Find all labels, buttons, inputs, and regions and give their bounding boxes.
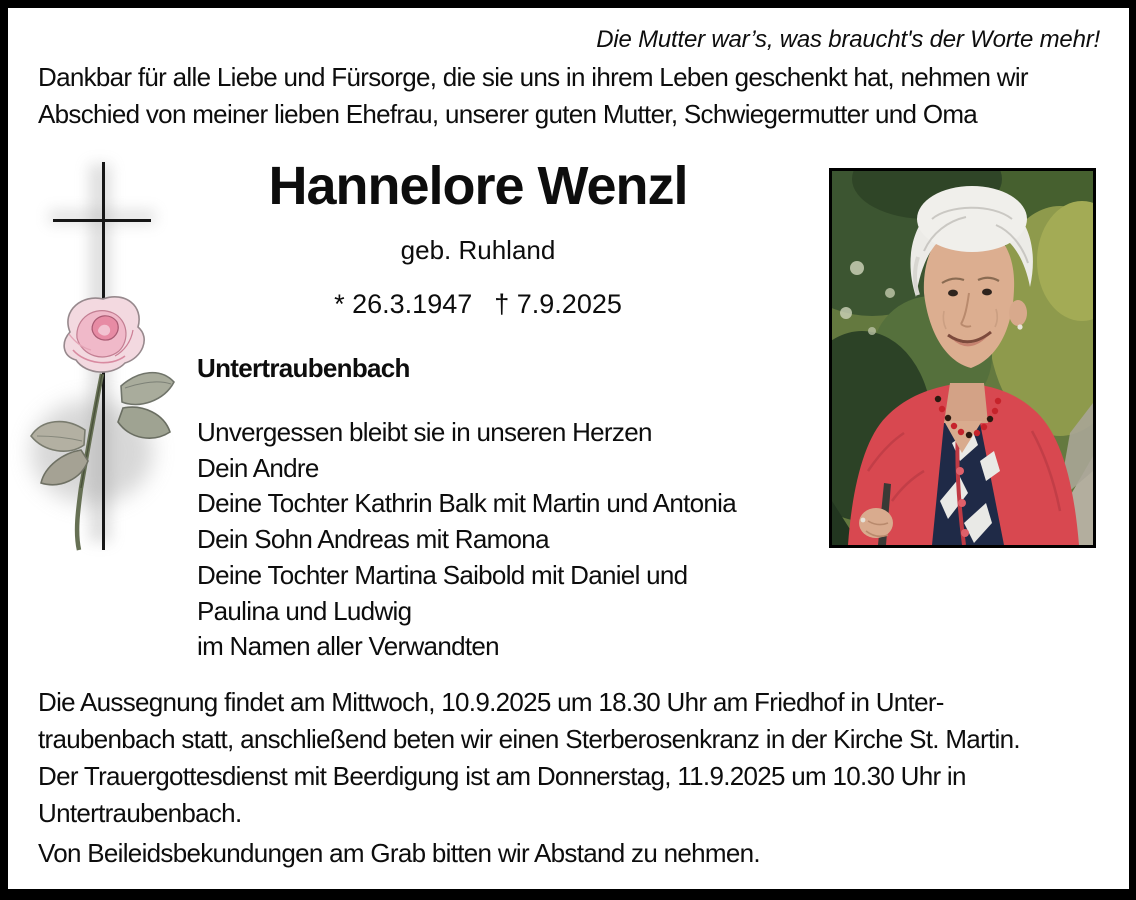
service-line: traubenbach statt, anschließend beten wir einen Sterberosenkranz in der Kirche St. Martin.	[38, 724, 1020, 754]
mourner-line: Deine Tochter Kathrin Balk mit Martin und Antonia	[197, 488, 736, 519]
mourners-list	[197, 415, 736, 665]
death-date: † 7.9.2025	[494, 289, 622, 319]
life-dates	[143, 287, 813, 321]
intro-line: Dankbar für alle Liebe und Fürsorge, die sie uns in ihrem Leben geschenkt hat, nehmen wir	[38, 62, 1028, 92]
mourning-place: Untertraubenbach	[197, 353, 410, 383]
service-line: Untertraubenbach.	[38, 798, 242, 828]
intro-paragraph	[38, 59, 1028, 133]
rose-icon	[25, 290, 185, 560]
epigraph-quote: Die Mutter war’s, was braucht's der Worte mehr!	[596, 26, 1100, 53]
portrait-illustration	[832, 171, 1093, 545]
portrait-photo	[829, 168, 1096, 548]
condolence-note: Von Beileidsbekundungen am Grab bitten wir Abstand zu nehmen.	[38, 838, 760, 868]
cross-icon	[53, 219, 151, 222]
mourner-line: Deine Tochter Martina Saibold mit Daniel und	[197, 559, 688, 590]
service-paragraph	[38, 684, 1020, 832]
deceased-name: Hannelore Wenzl	[268, 156, 688, 216]
birth-date: * 26.3.1947	[334, 289, 473, 319]
mourner-line: im Namen aller Verwandten	[197, 631, 499, 662]
mourner-line: Unvergessen bleibt sie in unseren Herzen	[197, 417, 652, 447]
mourner-line: Dein Sohn Andreas mit Ramona	[197, 524, 549, 555]
service-line: Der Trauergottesdienst mit Beerdigung ist am Donnerstag, 11.9.2025 um 10.30 Uhr in	[38, 761, 966, 791]
intro-line: Abschied von meiner lieben Ehefrau, unserer guten Mutter, Schwiegermutter und Oma	[38, 99, 978, 129]
mourner-line: Dein Andre	[197, 452, 319, 483]
maiden-name: geb. Ruhland	[400, 235, 556, 265]
service-line: Die Aussegnung findet am Mittwoch, 10.9.2025 um 18.30 Uhr am Friedhof in Unter-	[38, 687, 944, 717]
mourner-line: Paulina und Ludwig	[197, 595, 412, 626]
